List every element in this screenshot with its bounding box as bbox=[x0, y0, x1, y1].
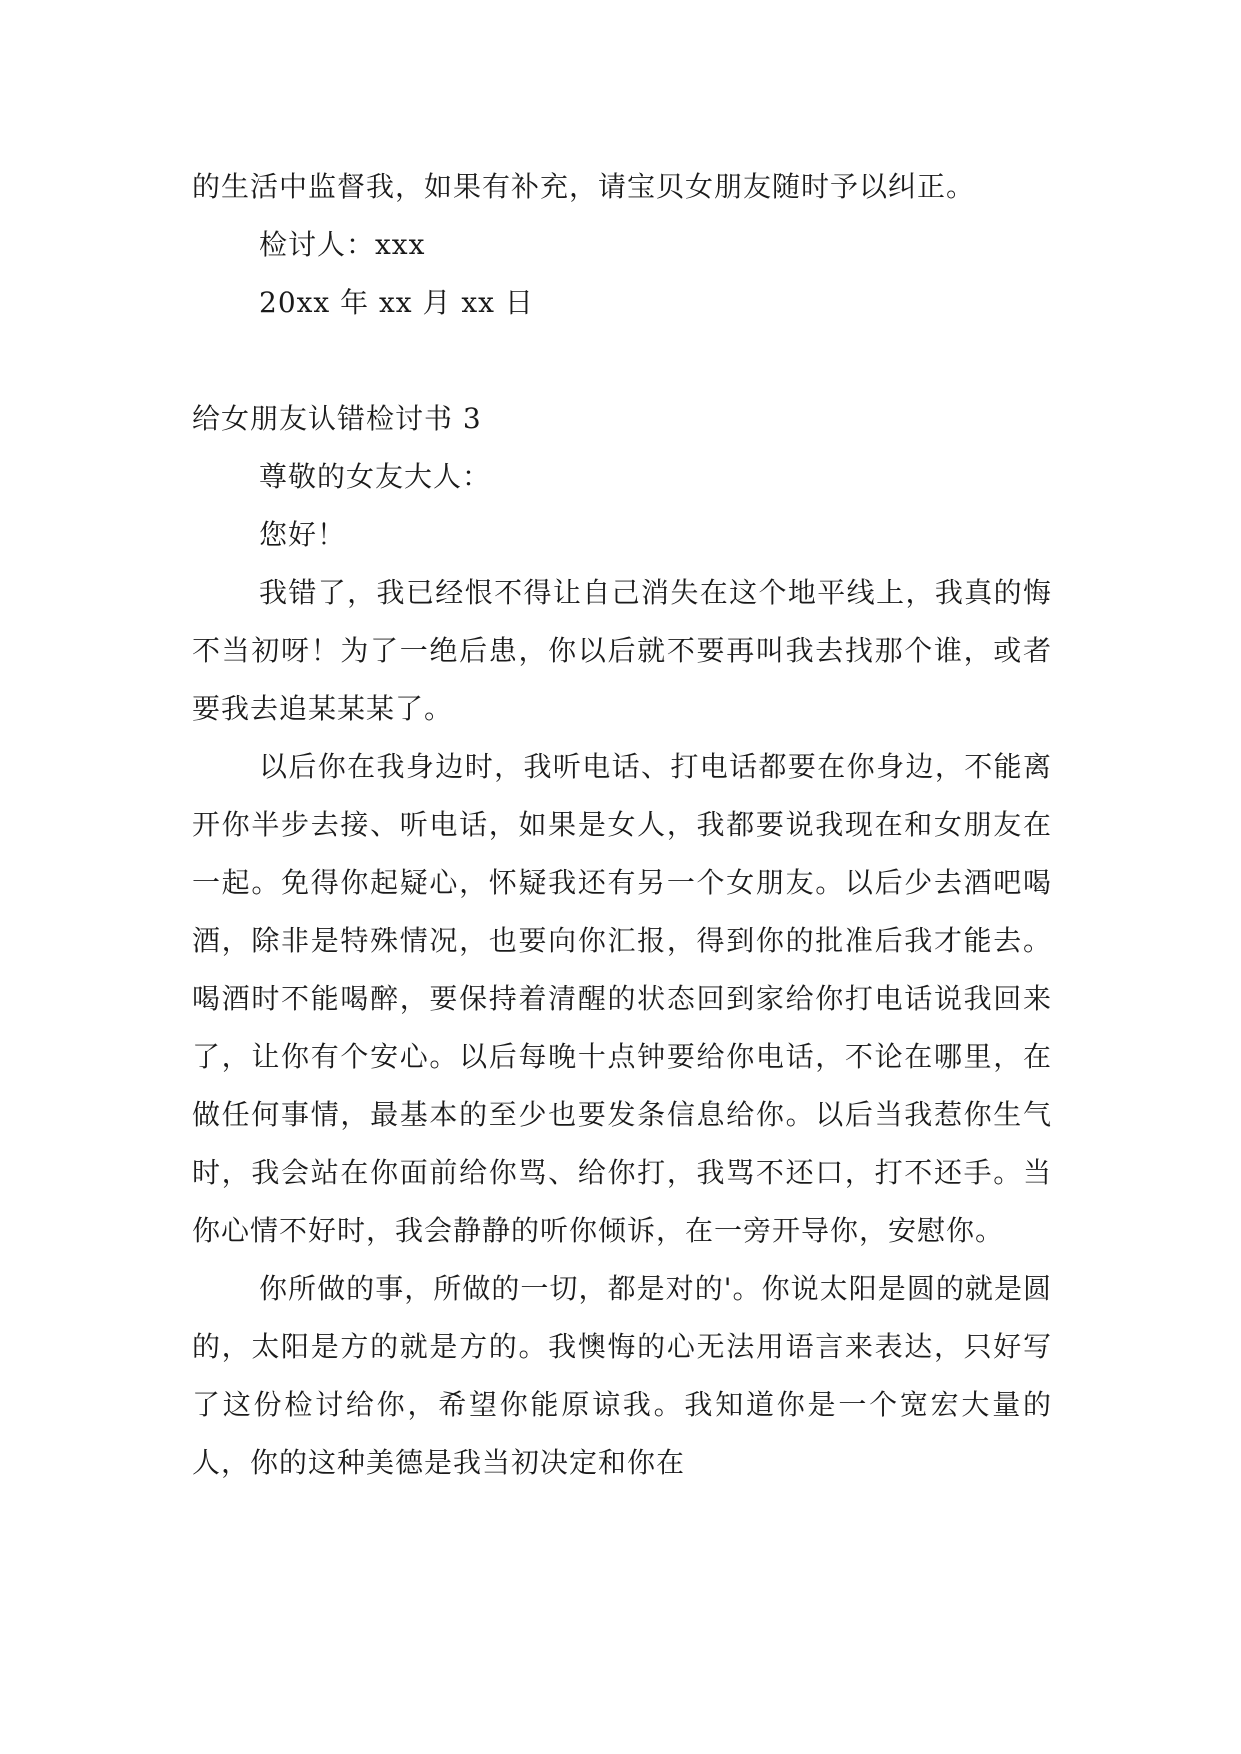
paragraph-3: 你所做的事，所做的一切，都是对的'。你说太阳是圆的就是圆的，太阳是方的就是方的。我懊悔的心无法用语言来表达，只好写了这份检讨给你，希望你能原谅我。我知道你是一个宽宏大量的人，你的这种美德是我当初决定和你在 bbox=[192, 1272, 1052, 1479]
paragraph-2: 以后你在我身边时，我听电话、打电话都要在你身边，不能离开你半步去接、听电话，如果是女人，我都要说我现在和女朋友在一起。免得你起疑心，怀疑我还有另一个女朋友。以后少去酒吧喝酒，除非是特殊情况，也要向你汇报，得到你的批准后我才能去。喝酒时不能喝醉，要保持着清醒的状态回到家给你打电话说我回来了，让你有个安心。以后每晚十点钟要给你电话，不论在哪里，在做任何事情，最基本的至少也要发条信息给你。以后当我惹你生气时，我会站在你面前给你骂、给你打，我骂不还口，打不还手。当你心情不好时，我会静静的听你倾诉，在一旁开导你，安慰你。 bbox=[192, 750, 1052, 1247]
section-title: 给女朋友认错检讨书 3 bbox=[192, 402, 482, 435]
salutation: 尊敬的女友大人： bbox=[259, 460, 492, 493]
signer-line: 检讨人：xxx bbox=[259, 228, 426, 261]
greeting: 您好！ bbox=[259, 518, 347, 551]
continuation-line: 的生活中监督我，如果有补充，请宝贝女朋友随时予以纠正。 bbox=[192, 170, 976, 203]
document-body bbox=[192, 158, 1052, 1492]
section-gap bbox=[192, 332, 1052, 390]
date-line: 20xx 年 xx 月 xx 日 bbox=[259, 286, 534, 319]
paragraph-1: 我错了，我已经恨不得让自己消失在这个地平线上，我真的悔不当初呀！为了一绝后患，你以后就不要再叫我去找那个谁，或者要我去追某某某了。 bbox=[192, 576, 1052, 725]
